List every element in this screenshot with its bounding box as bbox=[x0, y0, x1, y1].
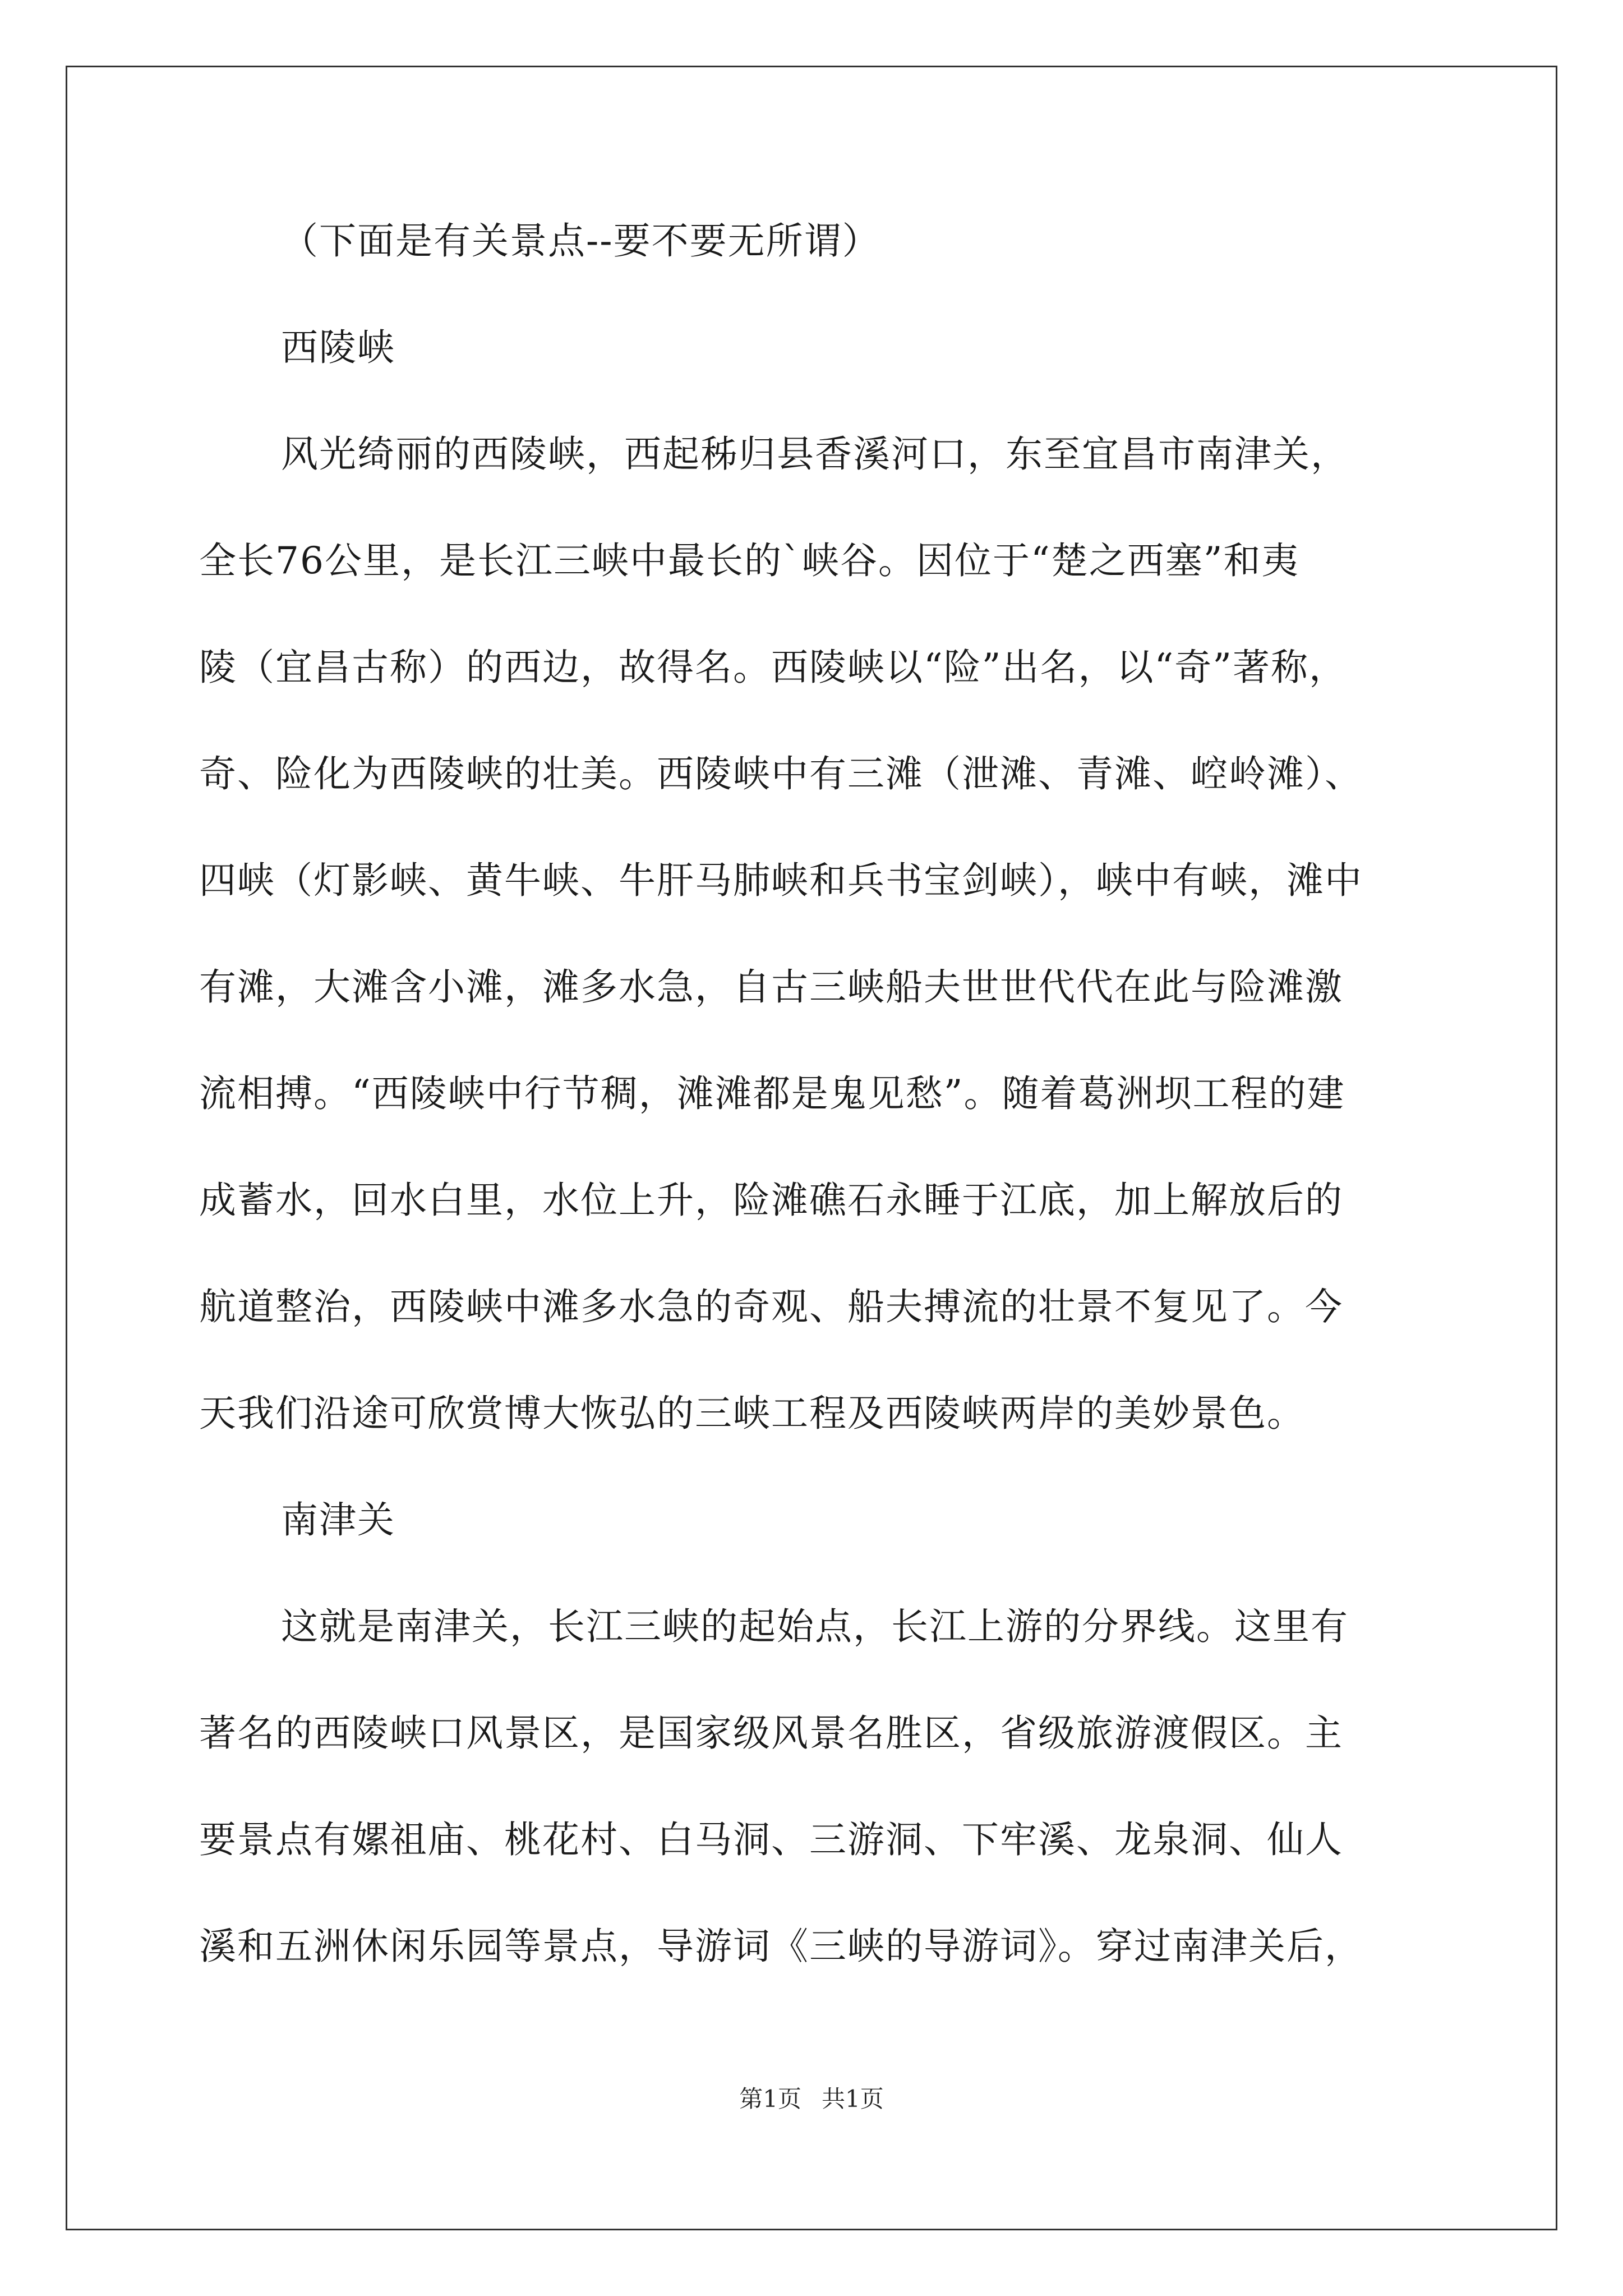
paragraph-line: 成蓄水，回水白里，水位上升，险滩礁石永睡于江底，加上解放后的 bbox=[199, 1179, 1343, 1222]
paragraph-line: 流相搏。“西陵峡中行节稠，滩滩都是鬼见愁”。随着葛洲坝工程的建 bbox=[199, 1072, 1345, 1115]
page-border bbox=[66, 66, 1557, 2230]
paragraph-line: 航道整治，西陵峡中滩多水急的奇观、船夫搏流的壮景不复见了。今 bbox=[199, 1285, 1343, 1328]
paragraph-line: 要景点有嫘祖庙、桃花村、白马洞、三游洞、下牢溪、龙泉洞、仙人 bbox=[199, 1818, 1343, 1861]
heading-xilingxia: 西陵峡 bbox=[281, 326, 395, 369]
paragraph-line: 奇、险化为西陵峡的壮美。西陵峡中有三滩（泄滩、青滩、崆岭滩）、 bbox=[199, 752, 1363, 795]
paragraph-line: 全长76公里，是长江三峡中最长的`峡谷。因位于“楚之西塞”和夷 bbox=[199, 539, 1300, 582]
page-total: 共1页 bbox=[822, 2085, 884, 2113]
paragraph-line: 风光绮丽的西陵峡，西起秭归县香溪河口，东至宜昌市南津关， bbox=[281, 432, 1349, 476]
paragraph-line: 天我们沿途可欣赏博大恢弘的三峡工程及西陵峡两岸的美妙景色。 bbox=[199, 1392, 1305, 1435]
paragraph-line: 四峡（灯影峡、黄牛峡、牛肝马肺峡和兵书宝剑峡），峡中有峡，滩中 bbox=[199, 859, 1363, 902]
paragraph-line: 著名的西陵峡口风景区，是国家级风景名胜区，省级旅游渡假区。主 bbox=[199, 1711, 1343, 1755]
page-footer bbox=[0, 2082, 1623, 2116]
paragraph-line: 溪和五洲休闲乐园等景点，导游词《三峡的导游词》。穿过南津关后， bbox=[199, 1925, 1363, 1968]
page-number: 第1页 bbox=[739, 2085, 801, 2113]
paragraph-line: 这就是南津关，长江三峡的起始点，长江上游的分界线。这里有 bbox=[281, 1605, 1349, 1648]
heading-nanjinguan: 南津关 bbox=[281, 1498, 395, 1542]
paragraph-line: 有滩，大滩含小滩，滩多水急，自古三峡船夫世世代代在此与险滩激 bbox=[199, 965, 1343, 1009]
paragraph-note: （下面是有关景点--要不要无所谓） bbox=[281, 219, 880, 263]
paragraph-line: 陵（宜昌古称）的西边，故得名。西陵峡以“险”出名，以“奇”著称， bbox=[199, 646, 1347, 689]
